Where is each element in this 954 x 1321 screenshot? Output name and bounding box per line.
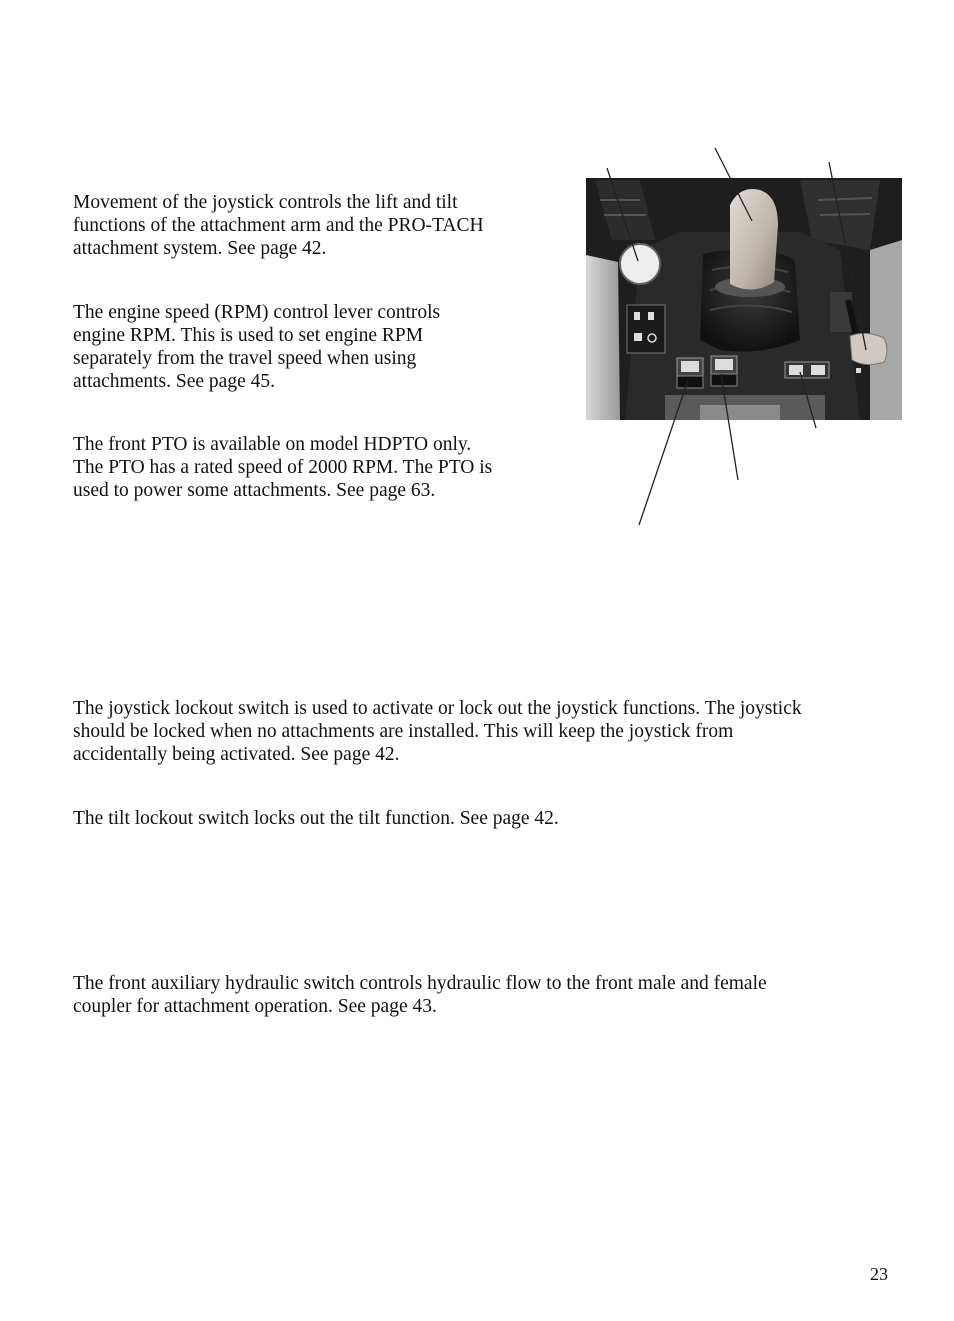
page-number: 23 (870, 1264, 888, 1284)
joystick-lockout-description: The joystick lockout switch is used to activate or lock out the joystick functions. The joystick should be locked when no attachments are installed. This will keep the joystick from accidentally being activated. See page 42. (73, 698, 802, 765)
tilt-lockout-switch-icon (711, 356, 737, 386)
control-console-photo (0, 0, 954, 560)
joystick-description: Movement of the joystick controls the lift and tilt functions of the attachment arm and the PRO-TACH attachment system. See page 42. (73, 192, 484, 259)
engine-speed-description: The engine speed (RPM) control lever controls engine RPM. This is used to set engine RPM separately from the travel speed when using attachments. See page 45. (73, 302, 441, 392)
pto-knob-icon (620, 244, 660, 284)
front-aux-hydraulic-switch-icon (785, 362, 829, 378)
front-aux-hydraulic-description: The front auxiliary hydraulic switch controls hydraulic flow to the front male and female coupler for attachment operation. See page 43. (73, 973, 767, 1017)
front-pto-description: The front PTO is available on model HDPTO only. The PTO has a rated speed of 2000 RPM. The PTO is used to power some attachments. See page 63. (73, 434, 493, 501)
joystick-lockout-switch-icon (677, 358, 703, 388)
tilt-lockout-description: The tilt lockout switch locks out the tilt function. See page 42. (73, 808, 559, 829)
decal-panel (627, 305, 665, 353)
